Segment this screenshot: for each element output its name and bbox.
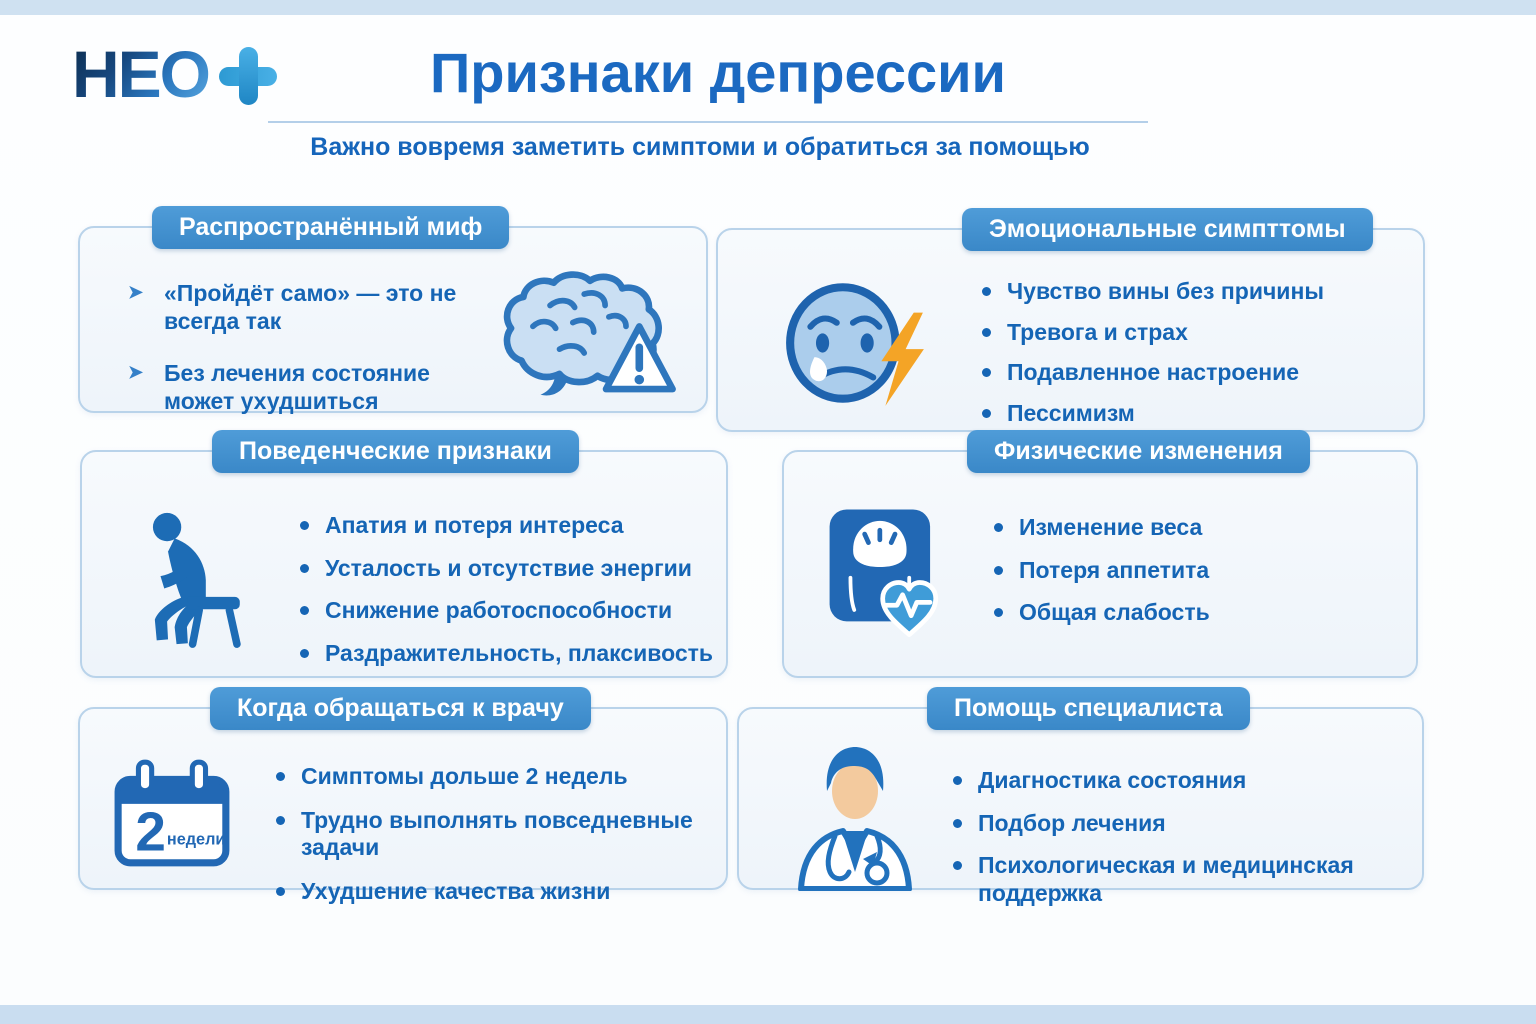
behavioral-bullet-list — [298, 512, 713, 682]
list-item: Психологическая и медицинская поддержка — [951, 852, 1416, 907]
card-title-physical-changes: Физические изменения — [967, 430, 1310, 473]
list-item: Изменение веса — [992, 514, 1210, 542]
list-item: Общая слабость — [992, 599, 1210, 627]
list-item: Пессимизм — [980, 400, 1324, 428]
list-item: Потеря аппетита — [992, 557, 1210, 585]
card-title-emotional-symptoms: Эмоциональные симпттомы — [962, 208, 1373, 251]
calendar-label: недели — [166, 830, 226, 849]
list-item: ➤ «Пройдёт само» — это не всегда так — [128, 280, 488, 335]
card-specialist-help — [737, 694, 1424, 906]
list-item: ➤ Без лечения состояние может ухудшиться — [128, 360, 488, 415]
myth-bullet-list — [128, 280, 488, 440]
card-title-when-to-see-doctor: Когда обращаться к врачу — [210, 687, 591, 730]
list-item: Апатия и потеря интереса — [298, 512, 713, 540]
title-divider — [268, 121, 1148, 123]
sitting-person-icon — [134, 504, 254, 654]
card-physical-changes — [782, 437, 1418, 678]
calendar-icon — [106, 757, 240, 871]
doctor-icon — [779, 739, 931, 891]
sad-face-lightning-icon — [780, 274, 932, 414]
logo-text: НЕО — [72, 37, 210, 111]
list-item: Ухудшение качества жизни — [274, 878, 716, 906]
card-emotional-symptoms — [716, 215, 1425, 432]
brain-warning-icon — [488, 266, 688, 402]
list-item: Тревога и страх — [980, 319, 1324, 347]
scale-heart-icon — [822, 500, 950, 645]
card-title-specialist-help: Помощь специалиста — [927, 687, 1250, 730]
list-item: Подбор лечения — [951, 810, 1416, 838]
calendar-number: 2 — [135, 800, 166, 863]
doctor-when-bullet-list — [274, 763, 716, 921]
list-item: Диагностика состояния — [951, 767, 1416, 795]
bottom-strip — [0, 1005, 1536, 1024]
physical-bullet-list — [992, 514, 1210, 642]
top-strip — [0, 0, 1536, 15]
page-title: Признаки депрессии — [430, 41, 1006, 104]
card-common-myth — [78, 213, 708, 414]
emotional-bullet-list — [980, 278, 1324, 440]
list-item: Снижение работоспособности — [298, 597, 713, 625]
list-item: Раздражительность, плаксивость — [298, 640, 713, 668]
card-when-to-see-doctor — [78, 694, 728, 904]
list-item: Подавленное настроение — [980, 359, 1324, 387]
list-item: Усталость и отсутствие энергии — [298, 555, 713, 583]
page-subtitle: Важно вовремя заметить симптоми и обратиться за помощью — [310, 133, 1090, 161]
specialist-bullet-list — [951, 767, 1416, 922]
card-behavioral-signs — [80, 437, 728, 678]
card-title-behavioral-signs: Поведенческие признаки — [212, 430, 579, 473]
card-title-common-myth: Распространённый миф — [152, 206, 509, 249]
list-item: Чувство вины без причины — [980, 278, 1324, 306]
list-item: Симптомы дольше 2 недель — [274, 763, 716, 791]
list-item: Трудно выполнять повседневные задачи — [274, 807, 716, 862]
